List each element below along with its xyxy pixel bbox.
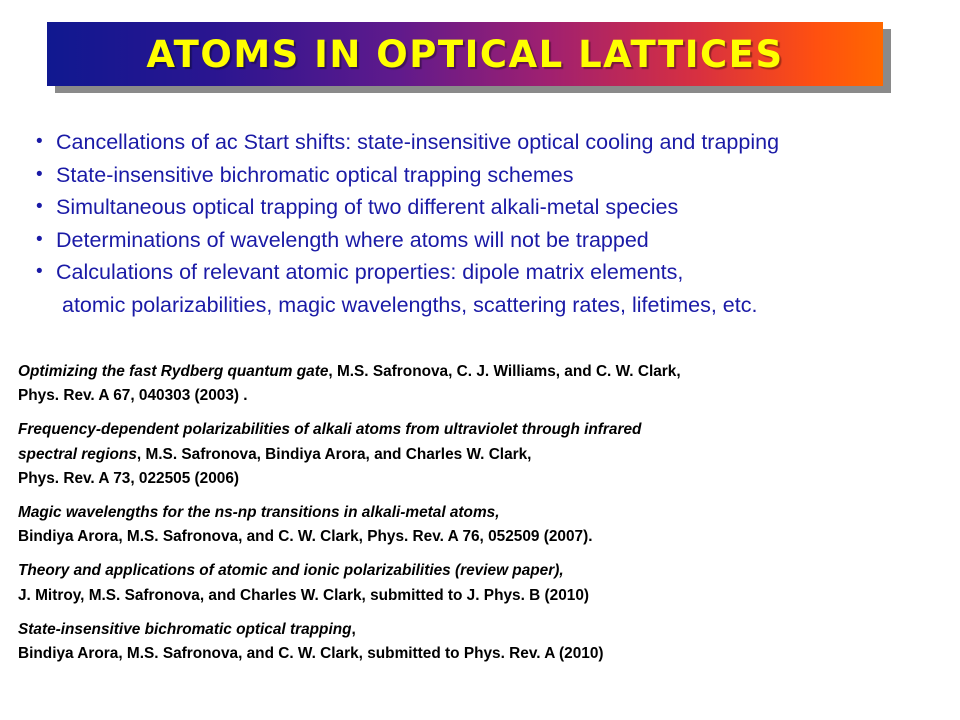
reference-entry — [18, 559, 948, 607]
reference-line — [18, 525, 948, 549]
bullet-dot-icon: • — [36, 261, 43, 282]
bullet-item — [34, 224, 954, 257]
reference-entry — [18, 360, 948, 408]
paper-title: Frequency-dependent polarizabilities of alkali atoms from ultraviolet through infrared — [18, 421, 642, 439]
bullet-item — [34, 126, 954, 159]
bullet-item — [34, 191, 954, 224]
bullet-text: Determinations of wavelength where atoms will not be trapped — [56, 227, 649, 252]
paper-title: State-insensitive bichromatic optical trapping — [18, 620, 352, 638]
bullet-dot-icon: • — [36, 163, 43, 185]
bullet-text: State-insensitive bichromatic optical trapping schemes — [56, 162, 574, 187]
reference-authors: Bindiya Arora, M.S. Safronova, and C. W. Clark, submitted to Phys. Rev. A (2010) — [18, 645, 604, 663]
bullet-text: Calculations of relevant atomic properties: dipole matrix elements, — [56, 260, 684, 284]
reference-authors: Bindiya Arora, M.S. Safronova, and C. W. Clark, Phys. Rev. A 76, 052509 (2007). — [18, 528, 593, 546]
paper-title: Theory and applications of atomic and ionic polarizabilities (review paper), — [18, 562, 564, 580]
reference-entry — [18, 501, 948, 549]
bullet-text: Cancellations of ac Start shifts: state-insensitive optical cooling and trapping — [56, 130, 780, 154]
paper-title: Optimizing the fast Rydberg quantum gate — [18, 363, 329, 380]
reference-line — [18, 467, 948, 491]
journal-citation: Phys. Rev. A 67, 040303 (2003) . — [18, 387, 248, 405]
journal-citation: Phys. Rev. A 73, 022505 (2006) — [18, 469, 240, 487]
reference-line — [18, 360, 948, 384]
bullet-item — [34, 159, 954, 192]
bullet-text-continuation: atomic polarizabilities, magic wavelengths, scattering rates, lifetimes, etc. — [62, 292, 758, 317]
reference-list — [18, 360, 948, 676]
reference-line — [18, 642, 948, 666]
bullet-dot-icon: • — [36, 131, 43, 152]
reference-authors: J. Mitroy, M.S. Safronova, and Charles W. Clark, submitted to J. Phys. B (2010) — [18, 586, 590, 604]
paper-title: Magic wavelengths for the ns-np transitions in alkali-metal atoms, — [18, 504, 500, 522]
reference-line — [18, 501, 948, 525]
bullet-list — [34, 126, 954, 321]
bullet-item — [34, 256, 954, 321]
bullet-text: Simultaneous optical trapping of two different alkali-metal species — [56, 195, 679, 219]
reference-line: State-insensitive bichromatic optical trapping, — [18, 620, 356, 638]
slide-title: ATOMS IN OPTICAL LATTICES — [146, 32, 784, 76]
reference-entry — [18, 418, 948, 491]
reference-entry — [18, 618, 948, 666]
reference-line — [18, 584, 948, 608]
reference-line — [18, 384, 948, 408]
reference-line — [18, 559, 948, 583]
bullet-dot-icon: • — [36, 228, 43, 250]
reference-line — [18, 418, 948, 442]
paper-title-continuation: spectral regions — [18, 445, 137, 463]
reference-line — [18, 443, 948, 467]
title-banner — [47, 22, 883, 86]
reference-authors: , M.S. Safronova, Bindiya Arora, and Charles W. Clark, — [136, 445, 532, 463]
bullet-dot-icon: • — [36, 196, 43, 217]
reference-authors: , M.S. Safronova, C. J. Williams, and C. W. Clark, — [328, 363, 681, 380]
